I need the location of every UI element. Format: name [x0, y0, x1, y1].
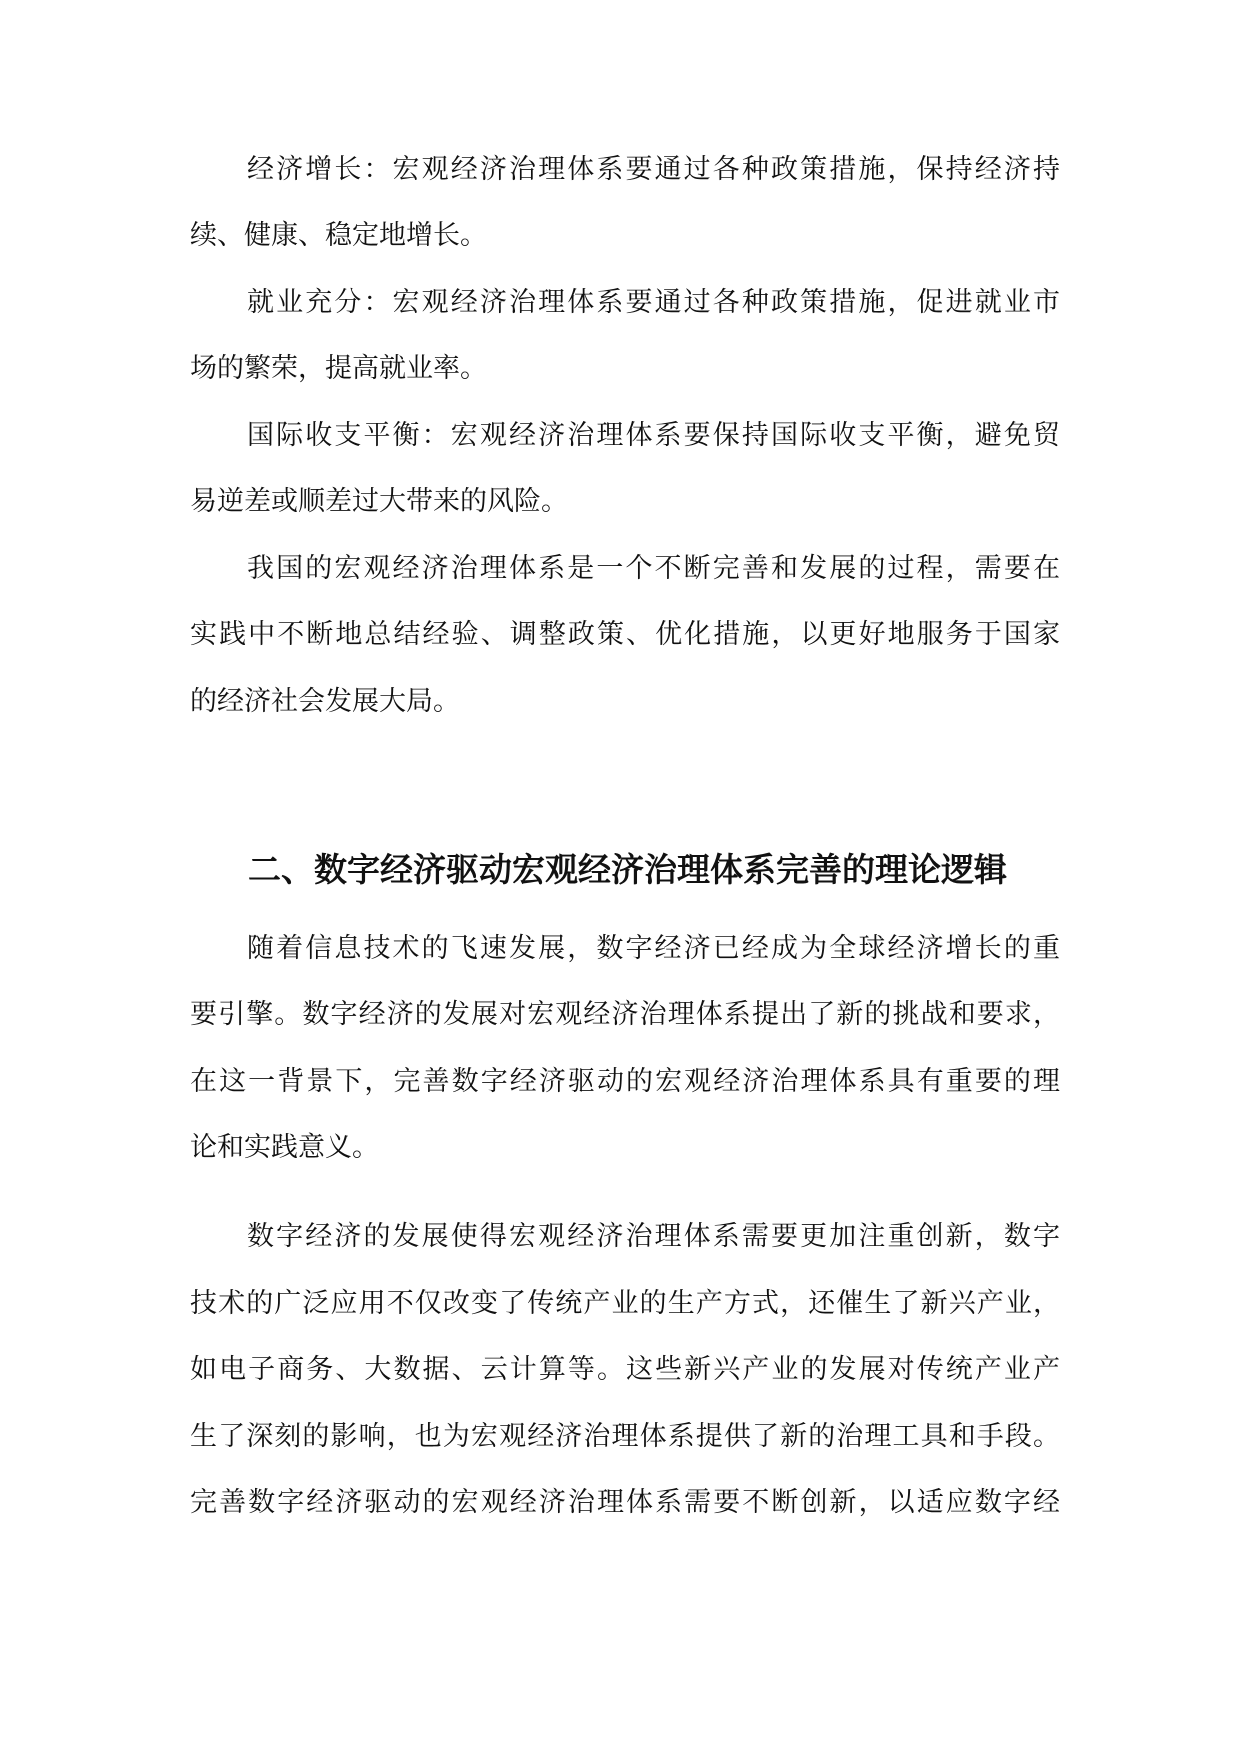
paragraph-balance-of-payments-line-1: 国际收支平衡：宏观经济治理体系要保持国际收支平衡，避免贸 [247, 420, 1060, 451]
paragraph-full-employment-line-1: 就业充分：宏观经济治理体系要通过各种政策措施，促进就业市 [247, 287, 1060, 318]
paragraph-innovation-line-4: 生了深刻的影响，也为宏观经济治理体系提供了新的治理工具和手段。 [190, 1421, 1060, 1452]
paragraph-digital-economy-intro-line-1: 随着信息技术的飞速发展，数字经济已经成为全球经济增长的重 [247, 933, 1060, 964]
paragraph-innovation-line-5: 完善数字经济驱动的宏观经济治理体系需要不断创新，以适应数字经 [190, 1487, 1060, 1518]
paragraph-governance-system-line-3: 的经济社会发展大局。 [190, 686, 460, 717]
paragraph-governance-system-line-2: 实践中不断地总结经验、调整政策、优化措施，以更好地服务于国家 [190, 619, 1060, 650]
paragraph-digital-economy-intro-line-4: 论和实践意义。 [190, 1132, 379, 1163]
paragraph-balance-of-payments-line-2: 易逆差或顺差过大带来的风险。 [190, 486, 568, 517]
paragraph-economic-growth-line-1: 经济增长：宏观经济治理体系要通过各种政策措施，保持经济持 [247, 154, 1060, 185]
paragraph-digital-economy-intro-line-3: 在这一背景下，完善数字经济驱动的宏观经济治理体系具有重要的理 [190, 1066, 1060, 1097]
paragraph-governance-system-line-1: 我国的宏观经济治理体系是一个不断完善和发展的过程，需要在 [247, 553, 1060, 584]
paragraph-full-employment-line-2: 场的繁荣，提高就业率。 [190, 353, 487, 384]
paragraph-innovation-line-1: 数字经济的发展使得宏观经济治理体系需要更加注重创新，数字 [247, 1221, 1060, 1252]
paragraph-digital-economy-intro-line-2: 要引擎。数字经济的发展对宏观经济治理体系提出了新的挑战和要求， [190, 999, 1060, 1030]
section-heading: 二、数字经济驱动宏观经济治理体系完善的理论逻辑 [248, 850, 1007, 889]
paragraph-economic-growth-line-2: 续、健康、稳定地增长。 [190, 220, 487, 251]
paragraph-innovation-line-3: 如电子商务、大数据、云计算等。这些新兴产业的发展对传统产业产 [190, 1354, 1060, 1385]
paragraph-innovation-line-2: 技术的广泛应用不仅改变了传统产业的生产方式，还催生了新兴产业， [190, 1288, 1060, 1319]
